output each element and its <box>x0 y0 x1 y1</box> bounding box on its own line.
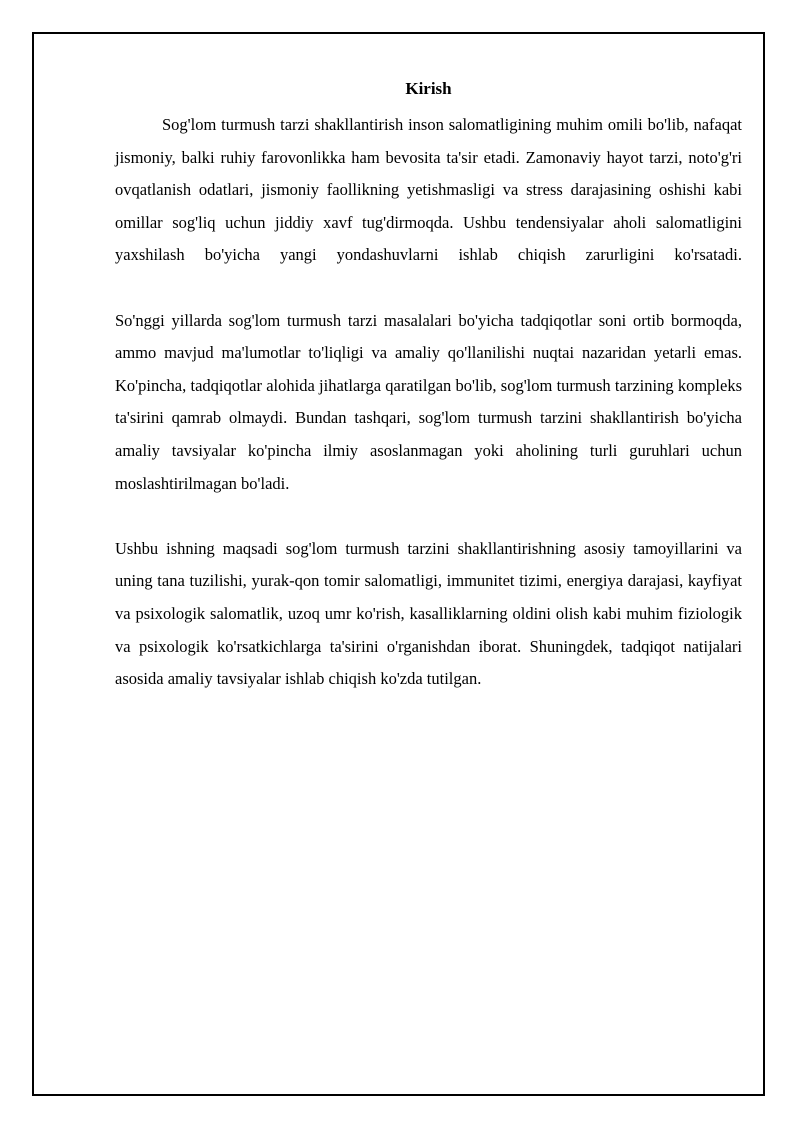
paragraph-intro: Sog'lom turmush tarzi shakllantirish inson salomatligining muhim omili bo'lib, nafaqat jismoniy, balki ruhiy farovonlikka ham bevosita ta'sir etadi. Zamonaviy hayot tarzi, noto'g'ri ovqatlanish odatlari, jismoniy faollikning yetishmasligi va stress darajasining oshishi kabi omillar sog'liq uchun jiddiy xavf tug'dirmoqda. Ushbu tendensiyalar aholi salomatligini yaxshilash bo'yicha yangi yondashuvlarni ishlab chiqish zarurligini ko'rsatadi. <box>115 115 742 265</box>
paragraph-research-gap: So'nggi yillarda sog'lom turmush tarzi masalalari bo'yicha tadqiqotlar soni ortib bormoqda, ammo mavjud ma'lumotlar to'liqligi va amaliy qo'llanilishi nuqtai nazaridan yetarli emas. Ko'pincha, tadqiqotlar alohida jihatlarga qaratilgan bo'lib, sog'lom turmush tarzining kompleks ta'sirini qamrab olmaydi. Bundan tashqari, sog'lom turmush tarzini shakllantirish bo'yicha amaliy tavsiyalar ko'pincha ilmiy asoslanmagan yoki aholining turli guruhlari uchun moslashtirilmagan bo'ladi. <box>115 310 742 493</box>
page-title: Kirish <box>405 79 452 98</box>
paragraph-spacer <box>115 272 742 305</box>
document-body <box>115 77 742 696</box>
paragraph-spacer <box>115 500 742 533</box>
paragraph-aim: Ushbu ishning maqsadi sog'lom turmush tarzini shakllantirishning asosiy tamoyillarini va uning tana tuzilishi, yurak-qon tomir salomatligi, immunitet tizimi, energiya darajasi, kayfiyat va psixologik salomatlik, uzoq umr ko'rish, kasalliklarning oldini olish kabi muhim fiziologik va psixologik ko'rsatkichlarga ta'sirini o'rganishdan iborat. Shuningdek, tadqiqot natijalari asosida amaliy tavsiyalar ishlab chiqish ko'zda tutilgan. <box>115 538 742 689</box>
